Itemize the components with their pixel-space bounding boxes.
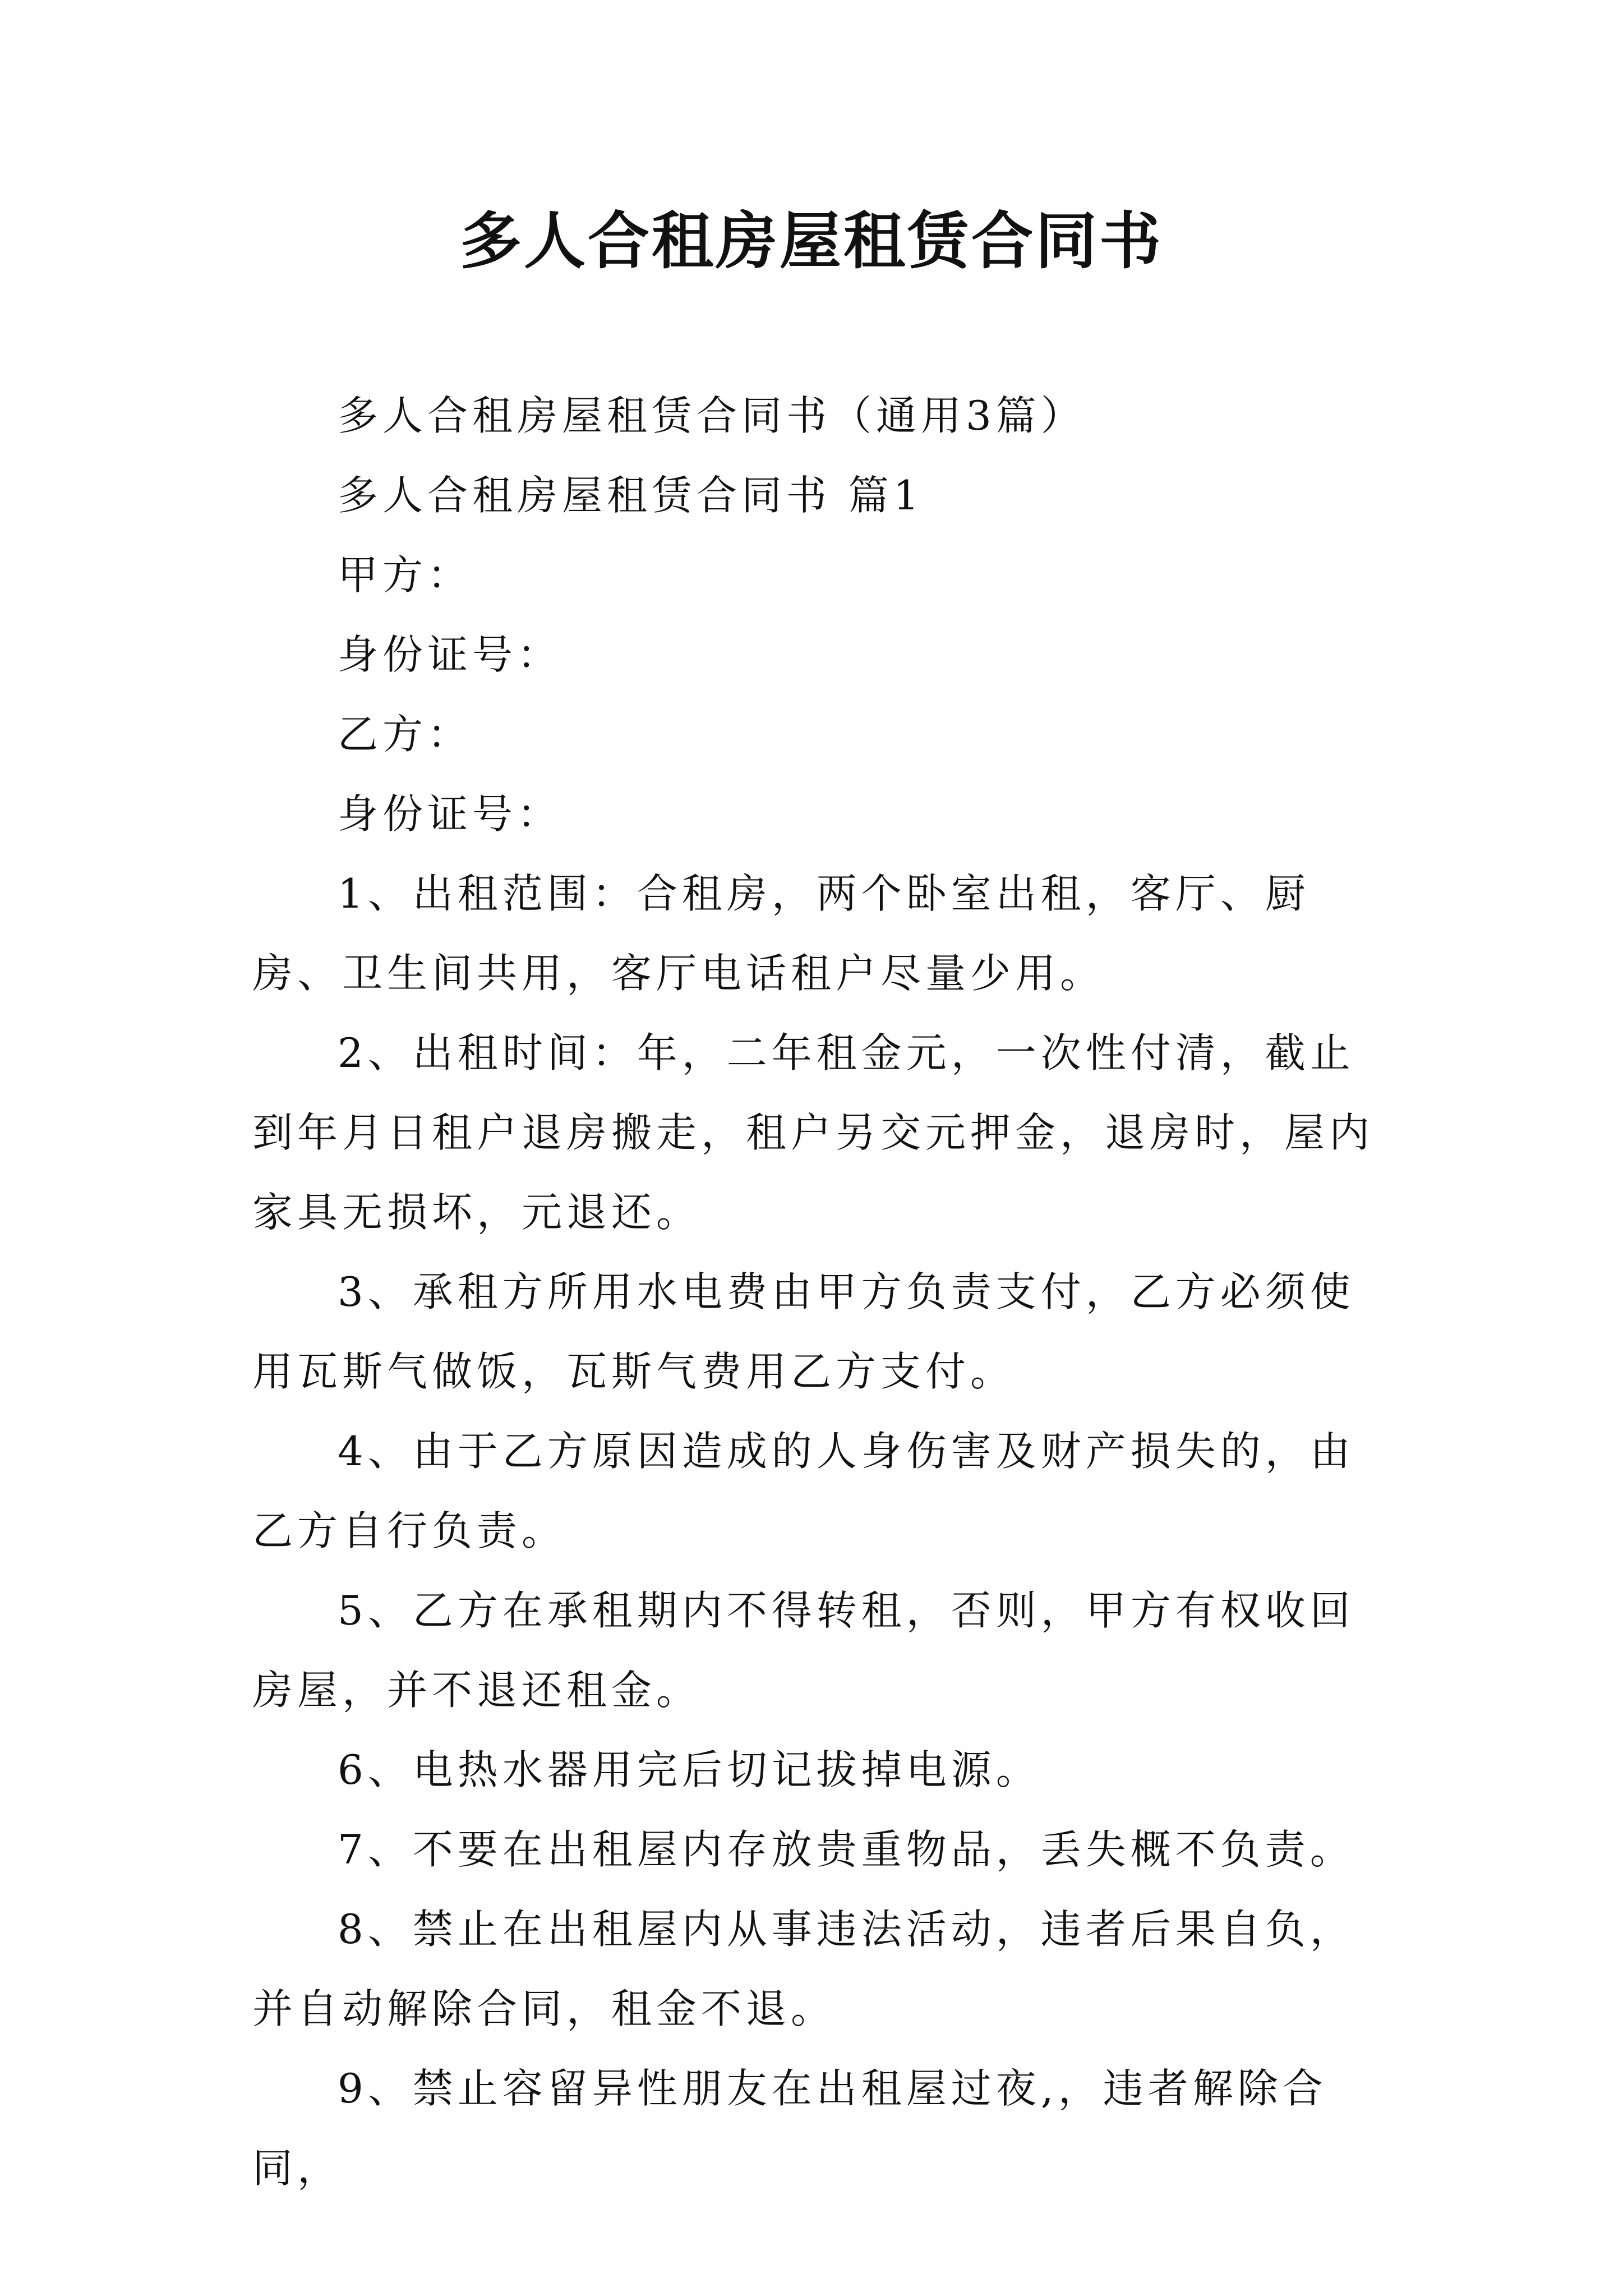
section-heading: 多人合租房屋租赁合同书 篇1 <box>338 472 924 519</box>
party-b-id-label: 身份证号： <box>338 790 562 838</box>
party-a-label: 甲方： <box>338 551 473 599</box>
clause-4: 4、由于乙方原因造成的人身伤害及财产损失的，由乙方自行负责。 <box>252 1428 1355 1554</box>
clause-5: 5、乙方在承租期内不得转租，否则，甲方有权收回房屋，并不退还租金。 <box>252 1587 1355 1714</box>
document-title: 多人合租房屋租赁合同书 <box>460 205 1163 277</box>
clause-1: 1、出租范围：合租房，两个卧室出租，客厅、厨房、卫生间共用，客厅电话租户尽量少用。 <box>252 870 1310 997</box>
clause-6: 6、电热水器用完后切记拔掉电源。 <box>338 1746 1041 1793</box>
clause-7: 7、不要在出租屋内存放贵重物品，丢失概不负责。 <box>338 1826 1355 1873</box>
clause-2: 2、出租时间：年，二年租金元，一次性付清，截止到年月日租户退房搬走，租户另交元押金，退房时，屋内家具无损坏，元退还。 <box>252 1029 1375 1236</box>
clause-9: 9、禁止容留异性朋友在出租屋过夜,，违者解除合同， <box>252 2065 1327 2192</box>
subtitle-line: 多人合租房屋租赁合同书（通用3篇） <box>338 392 1086 439</box>
document-body <box>252 376 1391 2208</box>
party-b-label: 乙方： <box>338 711 473 758</box>
clause-8: 8、禁止在出租屋内从事违法活动，违者后果自负，并自动解除合同，租金不退。 <box>252 1906 1355 2032</box>
clause-3: 3、承租方所用水电费由甲方负责支付，乙方必须使用瓦斯气做饭，瓦斯气费用乙方支付。 <box>252 1268 1355 1395</box>
party-a-id-label: 身份证号： <box>338 631 562 678</box>
